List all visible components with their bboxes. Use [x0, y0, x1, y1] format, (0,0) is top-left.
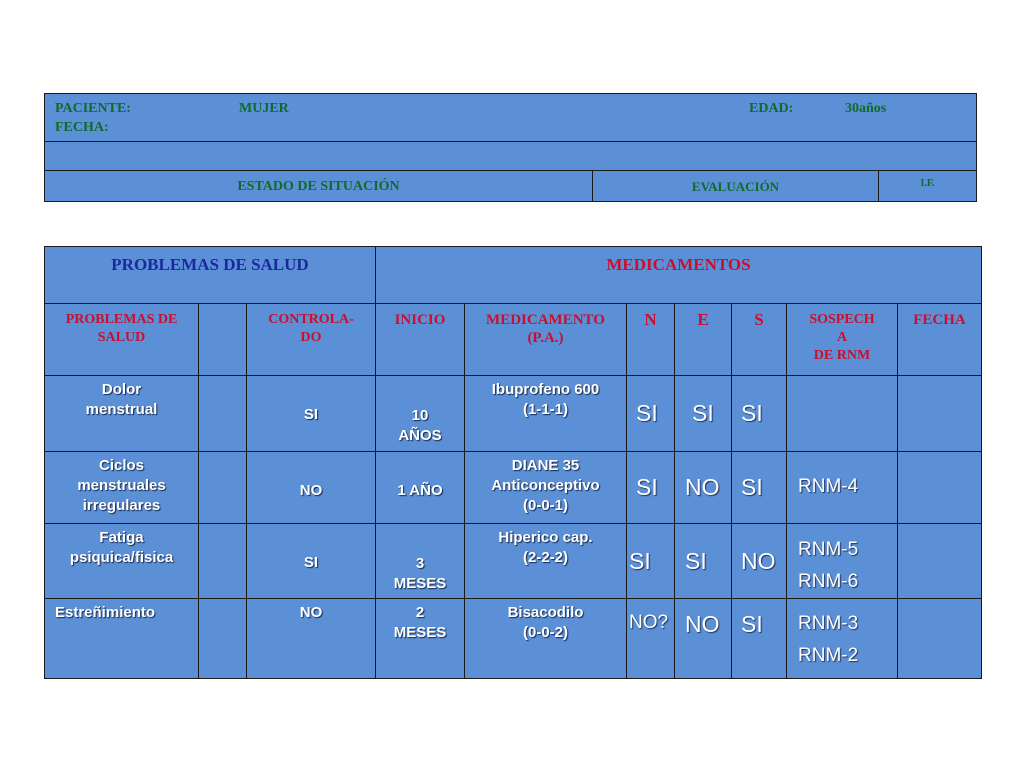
table-row — [45, 376, 982, 452]
inicio-l1: 2 — [415, 604, 425, 621]
paciente-value: MUJER — [239, 101, 289, 116]
problema-l1: Ciclos — [98, 457, 144, 474]
controlado-value: NO — [299, 482, 323, 499]
group-header-medicamentos — [376, 247, 982, 304]
e-value: NO — [685, 611, 720, 637]
controlado-cell — [247, 376, 376, 452]
paciente-label: PACIENTE: — [55, 101, 131, 116]
col-header-e-label: E — [697, 310, 709, 329]
blank-header-row — [44, 141, 977, 171]
col-header-medicamento-l2: (P.A.) — [527, 330, 564, 346]
problema-l1: Dolor — [101, 381, 142, 398]
col-header-medicamento-l1: MEDICAMENTO — [486, 312, 605, 328]
rnm-2: RNM-2 — [798, 645, 859, 666]
col-header-n-label: N — [644, 310, 657, 329]
controlado-value: SI — [303, 406, 319, 423]
s-value: NO — [741, 548, 776, 574]
e-cell — [675, 599, 732, 679]
med-l2: (0-0-2) — [522, 624, 568, 641]
inicio-l1: 1 AÑO — [397, 482, 443, 499]
n-cell — [627, 452, 675, 524]
table-row — [45, 599, 982, 679]
n-cell — [627, 524, 675, 599]
fecha-cell — [898, 524, 982, 599]
med-l2: (2-2-2) — [522, 549, 568, 566]
blank-cell — [199, 452, 247, 524]
n-value: NO? — [629, 612, 669, 633]
problema-l1: Fatiga — [99, 529, 144, 546]
s-cell — [732, 599, 787, 679]
rnm-1: RNM-5 — [798, 539, 859, 560]
n-value: SI — [636, 474, 658, 500]
inicio-l2: MESES — [393, 624, 447, 641]
problema-l2: psiquica/fisica — [69, 549, 174, 566]
med-l1: DIANE 35 — [511, 457, 580, 474]
problema-cell — [45, 452, 199, 524]
problema-l2: menstruales — [77, 477, 166, 494]
col-header-problemas-l2: SALUD — [97, 330, 146, 345]
col-header-problemas — [45, 304, 199, 376]
col-header-s — [732, 304, 787, 376]
problema-cell — [45, 524, 199, 599]
problema-cell — [45, 376, 199, 452]
inicio-cell — [376, 376, 465, 452]
sospecha-cell — [787, 524, 898, 599]
col-header-sospecha-l2: A — [836, 330, 848, 345]
inicio-l1: 3 — [415, 555, 425, 572]
problema-cell — [45, 599, 199, 679]
medicamento-cell — [465, 599, 627, 679]
n-cell — [627, 376, 675, 452]
sospecha-cell — [787, 599, 898, 679]
controlado-value: SI — [303, 554, 319, 571]
rnm-1: RNM-4 — [798, 476, 859, 497]
table-row — [45, 524, 982, 599]
med-l1: Hiperico cap. — [498, 529, 593, 546]
evaluacion-section — [592, 170, 879, 202]
edad-value: 30años — [845, 101, 887, 116]
s-value: SI — [741, 400, 763, 426]
s-cell — [732, 376, 787, 452]
med-l3: (0-0-1) — [522, 497, 568, 514]
if-label: I.F. — [920, 178, 935, 189]
inicio-l2: AÑOS — [398, 427, 442, 444]
table-row — [45, 452, 982, 524]
med-l2: (1-1-1) — [522, 401, 568, 418]
e-cell — [675, 452, 732, 524]
problema-l3: irregulares — [82, 497, 161, 514]
medicamento-cell — [465, 524, 627, 599]
s-cell — [732, 524, 787, 599]
col-header-fecha — [898, 304, 982, 376]
inicio-l2: MESES — [393, 575, 447, 592]
n-cell — [627, 599, 675, 679]
col-header-sospecha-l3: DE RNM — [813, 348, 871, 363]
fecha-cell — [898, 452, 982, 524]
col-header-e — [675, 304, 732, 376]
col-header-inicio — [376, 304, 465, 376]
medicamento-cell — [465, 376, 627, 452]
blank-cell — [199, 376, 247, 452]
col-header-fecha-label: FECHA — [913, 312, 966, 328]
estado-section — [44, 170, 593, 202]
e-cell — [675, 524, 732, 599]
col-header-sospecha — [787, 304, 898, 376]
sospecha-cell — [787, 452, 898, 524]
if-section — [878, 170, 977, 202]
group-header-problemas-label: PROBLEMAS DE SALUD — [111, 255, 309, 274]
col-header-blank — [199, 304, 247, 376]
problema-l2: menstrual — [85, 401, 158, 418]
rnm-1: RNM-3 — [798, 613, 859, 634]
col-header-controlado — [247, 304, 376, 376]
med-l1: Ibuprofeno 600 — [491, 381, 600, 398]
med-l1: Bisacodilo — [507, 604, 584, 621]
e-value: SI — [692, 400, 714, 426]
s-value: SI — [741, 611, 763, 637]
col-header-controlado-l1: CONTROLA- — [268, 312, 354, 327]
fecha-label: FECHA: — [55, 120, 109, 135]
inicio-cell — [376, 524, 465, 599]
controlado-cell — [247, 599, 376, 679]
edad-label: EDAD: — [749, 101, 794, 116]
med-l2: Anticonceptivo — [491, 477, 600, 494]
col-header-sospecha-l1: SOSPECH — [809, 312, 875, 327]
problema-l1: Estreñimiento — [55, 604, 156, 621]
n-value: SI — [636, 400, 658, 426]
inicio-cell — [376, 452, 465, 524]
blank-cell — [199, 599, 247, 679]
col-header-s-label: S — [754, 310, 764, 329]
n-value: SI — [629, 548, 651, 574]
blank-cell — [199, 524, 247, 599]
controlado-value: NO — [299, 604, 323, 621]
s-cell — [732, 452, 787, 524]
evaluacion-label: EVALUACIÓN — [691, 179, 780, 194]
group-header-medicamentos-label: MEDICAMENTOS — [606, 255, 751, 274]
s-value: SI — [741, 474, 763, 500]
col-header-controlado-l2: DO — [300, 330, 322, 345]
rnm-2: RNM-6 — [798, 571, 859, 592]
inicio-cell — [376, 599, 465, 679]
estado-label: ESTADO DE SITUACIÓN — [237, 179, 400, 194]
problems-medications-table — [44, 246, 982, 679]
controlado-cell — [247, 524, 376, 599]
e-value: NO — [685, 474, 720, 500]
col-header-inicio-label: INICIO — [394, 312, 446, 328]
e-cell — [675, 376, 732, 452]
fecha-cell — [898, 376, 982, 452]
col-header-medicamento — [465, 304, 627, 376]
group-header-problemas — [45, 247, 376, 304]
patient-header-row — [44, 93, 977, 142]
col-header-problemas-l1: PROBLEMAS DE — [65, 312, 178, 327]
sospecha-cell — [787, 376, 898, 452]
medicamento-cell — [465, 452, 627, 524]
fecha-cell — [898, 599, 982, 679]
inicio-l1: 10 — [411, 407, 429, 424]
col-header-n — [627, 304, 675, 376]
controlado-cell — [247, 452, 376, 524]
e-value: SI — [685, 548, 707, 574]
